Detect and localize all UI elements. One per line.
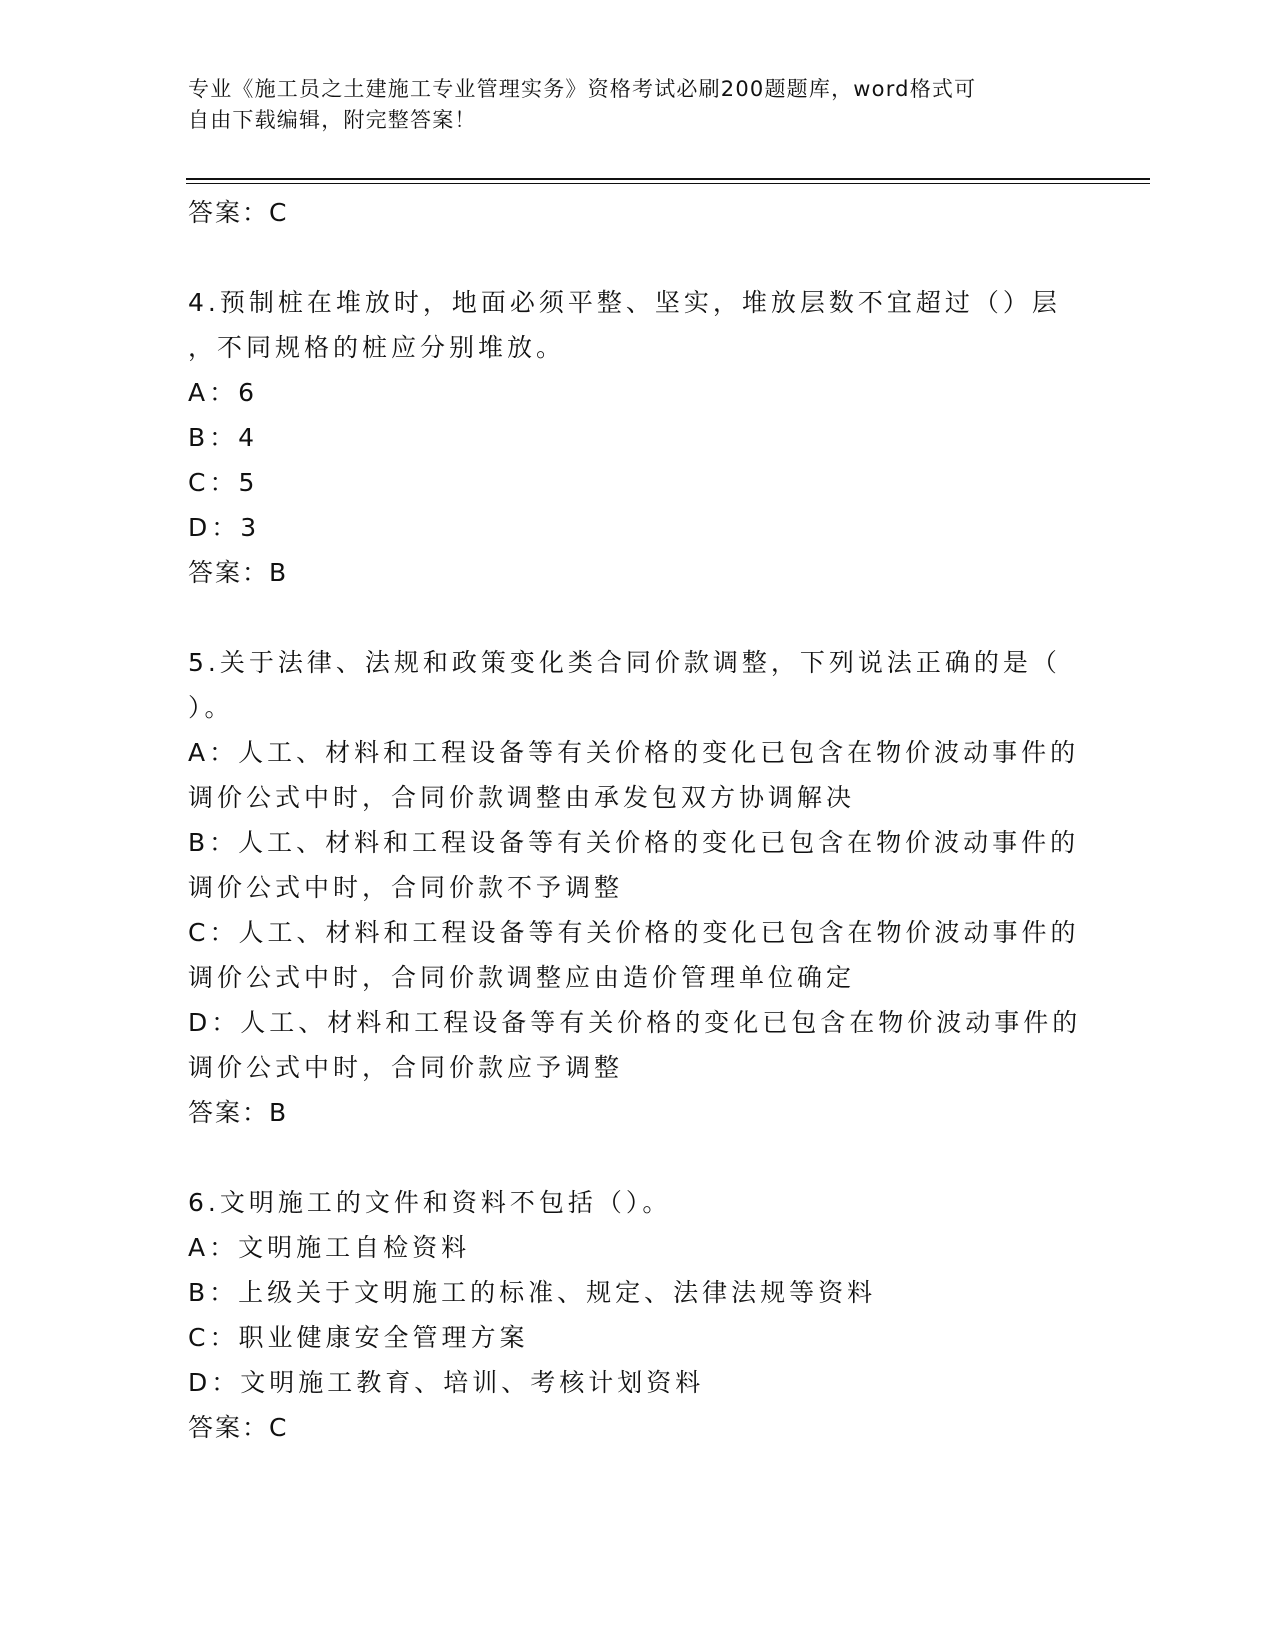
option-c-continued: 调价公式中时，合同价款调整应由造价管理单位确定	[188, 963, 856, 992]
option-c: C：人工、材料和工程设备等有关价格的变化已包含在物价波动事件的	[188, 918, 1080, 947]
question-stem: 6.文明施工的文件和资料不包括（）。	[188, 1188, 672, 1217]
header-divider-thin	[186, 183, 1150, 184]
header-title-line-1: 专业《施工员之土建施工专业管理实务》资格考试必刷200题题库，word格式可	[188, 77, 977, 101]
question-4	[188, 280, 1088, 595]
question-answer: 答案：B	[188, 558, 289, 587]
option-b: B：人工、材料和工程设备等有关价格的变化已包含在物价波动事件的	[188, 828, 1080, 857]
question-stem: 5.关于法律、法规和政策变化类合同价款调整，下列说法正确的是（	[188, 648, 1061, 677]
option-c: C：职业健康安全管理方案	[188, 1323, 529, 1352]
option-b: B：4	[188, 423, 259, 452]
question-stem-continued: ）。	[188, 693, 234, 722]
question-list	[188, 190, 1088, 1450]
question-5	[188, 640, 1088, 1135]
question-answer: 答案：B	[188, 1098, 289, 1127]
option-d: D：3	[188, 513, 261, 542]
spacer	[188, 595, 1088, 640]
option-a: A：6	[188, 378, 259, 407]
option-b-continued: 调价公式中时，合同价款不予调整	[188, 873, 624, 902]
question-stem-continued: ，不同规格的桩应分别堆放。	[188, 333, 566, 362]
option-d: D：人工、材料和工程设备等有关价格的变化已包含在物价波动事件的	[188, 1008, 1082, 1037]
option-a: A：文明施工自检资料	[188, 1233, 471, 1262]
question-answer: 答案：C	[188, 1413, 289, 1442]
option-b: B：上级关于文明施工的标准、规定、法律法规等资料	[188, 1278, 877, 1307]
option-d: D：文明施工教育、培训、考核计划资料	[188, 1368, 705, 1397]
header-divider-thick	[186, 178, 1150, 180]
question-6	[188, 1180, 1088, 1450]
header-title-line-2: 自由下载编辑，附完整答案！	[188, 108, 477, 132]
document-header	[188, 74, 1088, 136]
option-a-continued: 调价公式中时，合同价款调整由承发包双方协调解决	[188, 783, 856, 812]
spacer	[188, 1135, 1088, 1180]
option-c: C：5	[188, 468, 259, 497]
option-d-continued: 调价公式中时，合同价款应予调整	[188, 1053, 624, 1082]
option-a: A：人工、材料和工程设备等有关价格的变化已包含在物价波动事件的	[188, 738, 1080, 767]
spacer	[188, 235, 1088, 280]
previous-answer: 答案：C	[188, 198, 289, 227]
question-stem: 4.预制桩在堆放时，地面必须平整、坚实，堆放层数不宜超过（）层	[188, 288, 1061, 317]
